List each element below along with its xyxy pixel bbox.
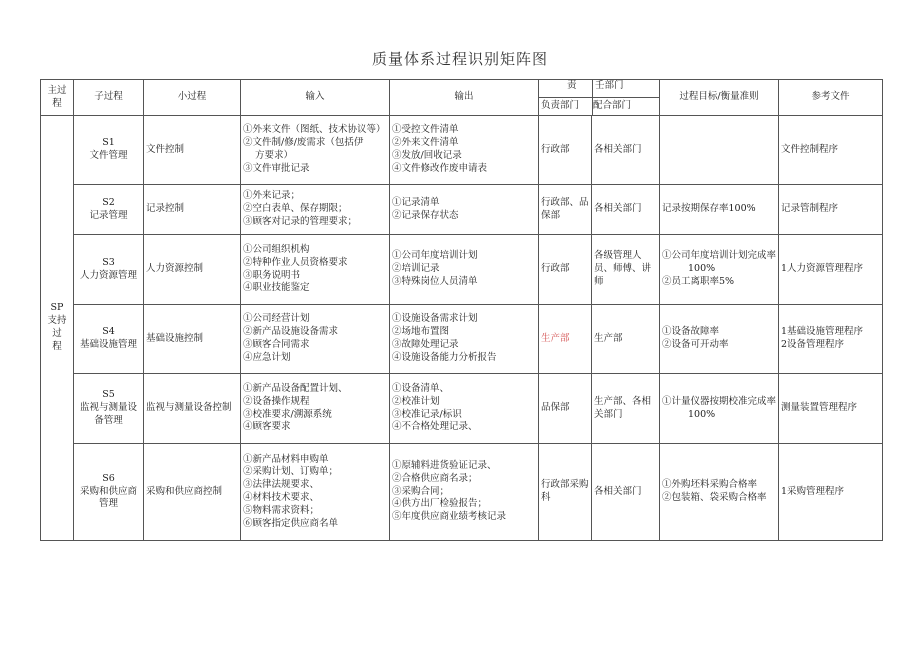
goal-cell <box>660 374 779 444</box>
lead-dept-cell: 生产部 <box>539 305 592 374</box>
input-cell <box>241 305 390 374</box>
sub-process-cell <box>74 305 144 374</box>
reference-cell-line: 文件控制程序 <box>781 143 839 155</box>
output-cell-line: ①公司年度培训计划 <box>392 250 478 262</box>
output-cell-line: ②合格供应商名录； <box>392 472 478 484</box>
table-row <box>41 116 883 185</box>
input-cell-line: ③法律法规要求、 <box>243 479 320 491</box>
sub-process-name: 监视与测量设备管理 <box>79 402 137 426</box>
goal-cell-line: ①设备故障率 <box>662 326 720 338</box>
output-cell-line: ④文件修改作废申请表 <box>392 162 488 174</box>
goal-cell-line: ①计量仪器按期校准完成率 <box>662 395 777 407</box>
output-cell-line: ③特殊岗位人员清单 <box>392 275 478 287</box>
sub-process-name: 记录管理 <box>89 209 128 221</box>
sub-process-name: 人力资源管理 <box>79 269 137 281</box>
output-cell-line: ③采购合同； <box>392 485 450 497</box>
sub-process-cell <box>74 185 144 235</box>
small-process-cell: 人力资源控制 <box>144 235 241 305</box>
header-small-process: 小过程 <box>144 80 241 116</box>
main-process-code: SP <box>50 302 64 314</box>
sub-process-code: S4 <box>102 326 115 338</box>
input-cell <box>241 116 390 185</box>
support-dept-cell: 生产部 <box>592 305 660 374</box>
output-cell-line: ①设施设备需求计划 <box>392 313 478 325</box>
output-cell-line: ③发放/回收记录 <box>392 150 462 161</box>
sub-process-name: 采购和供应商管理 <box>79 485 137 510</box>
input-cell <box>241 374 390 444</box>
output-cell-line: ④供方出厂检验报告； <box>392 498 488 510</box>
output-cell-line: ②外来文件清单 <box>392 137 459 149</box>
reference-cell <box>779 374 883 444</box>
reference-cell <box>779 116 883 185</box>
input-cell <box>241 444 390 541</box>
goal-cell <box>660 444 779 541</box>
input-cell-line: ①新产品设备配置计划、 <box>243 382 348 394</box>
output-cell-line: ①记录清单 <box>392 196 440 208</box>
goal-cell-line: 100% <box>688 408 716 420</box>
input-cell-line: ②采购计划、订购单； <box>243 466 339 478</box>
output-cell-line: ①受控文件清单 <box>392 124 459 136</box>
input-cell-line: ③文件审批记录 <box>243 162 310 174</box>
lead-dept-cell: 行政部、品保部 <box>539 185 592 235</box>
input-cell-line: ①外来文件（图纸、技术协议等） <box>243 124 386 136</box>
main-process-cell <box>41 116 74 541</box>
goal-cell <box>660 116 779 185</box>
sub-process-cell <box>74 444 144 541</box>
header-input: 输入 <box>241 80 390 116</box>
sub-process-code: S5 <box>102 389 115 401</box>
input-cell <box>241 185 390 235</box>
sub-process-name: 基础设施管理 <box>79 339 137 350</box>
header-reference: 参考文件 <box>779 80 883 116</box>
output-cell <box>390 374 539 444</box>
table-row <box>41 374 883 444</box>
goal-cell-line: ②员工离职率5% <box>662 275 735 287</box>
goal-cell-line: ①公司年度培训计划完成率 <box>662 250 777 262</box>
input-cell-line: ④材料技术要求、 <box>243 492 320 503</box>
lead-dept-cell: 行政部采购科 <box>539 444 592 541</box>
output-cell <box>390 235 539 305</box>
input-cell-line: ②特种作业人员资格要求 <box>243 256 348 268</box>
lead-dept-cell: 品保部 <box>539 374 592 444</box>
main-process-name-1: 支持过 <box>47 315 67 339</box>
input-cell-line: ③职务说明书 <box>243 269 301 281</box>
output-cell-line: ②培训记录 <box>392 263 440 275</box>
header-row <box>41 80 883 116</box>
header-goal: 过程目标/衡量准则 <box>660 80 779 116</box>
input-cell-line: ③校准要求/溯源系统 <box>243 408 332 420</box>
small-process-cell: 基础设施控制 <box>144 305 241 374</box>
input-cell-line: ③顾客对记录的管理要求； <box>243 215 358 227</box>
goal-cell-line: ②设备可开动率 <box>662 339 729 350</box>
goal-cell <box>660 235 779 305</box>
input-cell-line: ②新产品设施设备需求 <box>243 326 339 338</box>
main-process-name-2: 程 <box>52 340 62 352</box>
header-support-dept: 配合部门 <box>593 100 632 111</box>
output-cell-line: ③故障处理记录 <box>392 339 459 350</box>
goal-cell-line: ①外购坯料采购合格率 <box>662 479 758 491</box>
sub-process-code: S6 <box>102 472 115 484</box>
input-cell-line: ②空白表单、保存期限； <box>243 203 348 215</box>
header-sub-process: 子过程 <box>74 80 144 116</box>
header-lead-dept: 负责部门 <box>541 100 580 111</box>
reference-cell-line: 1基础设施管理程序 <box>781 326 864 338</box>
sub-process-code: S2 <box>102 196 115 208</box>
sub-process-code: S1 <box>102 137 115 149</box>
support-dept-cell: 各级管理人员、师傅、讲师 <box>592 235 660 305</box>
output-cell-line: ①原辅料进货验证记录、 <box>392 459 497 471</box>
goal-cell-line: 记录按期保存率100% <box>662 203 756 215</box>
output-cell-line: ②校准计划 <box>392 395 440 407</box>
output-cell <box>390 444 539 541</box>
header-output: 输出 <box>390 80 539 116</box>
header-main-process: 主过程 <box>41 80 74 116</box>
output-cell <box>390 116 539 185</box>
sub-process-cell <box>74 116 144 185</box>
input-cell-line: ④职业技能鉴定 <box>243 282 310 294</box>
reference-cell-line: 2设备管理程序 <box>781 339 845 350</box>
input-cell-line: ①公司经营计划 <box>243 313 310 325</box>
goal-cell <box>660 305 779 374</box>
reference-cell-line: 测量装置管理程序 <box>781 402 858 414</box>
table-row <box>41 444 883 541</box>
reference-cell-line: 记录管制程序 <box>781 203 839 215</box>
process-matrix-table <box>40 79 883 541</box>
document-title: 质量体系过程识别矩阵图 <box>371 50 548 68</box>
input-cell <box>241 235 390 305</box>
small-process-cell: 记录控制 <box>144 185 241 235</box>
sub-process-code: S3 <box>102 256 115 268</box>
output-cell <box>390 305 539 374</box>
goal-cell-line: ②包装箱、袋采购合格率 <box>662 492 767 503</box>
input-cell-line: 方要求） <box>255 150 294 161</box>
goal-cell <box>660 185 779 235</box>
header-resp-top-left: 责 <box>567 80 577 91</box>
table-row <box>41 305 883 374</box>
reference-cell <box>779 305 883 374</box>
table-row <box>41 235 883 305</box>
support-dept-cell: 各相关部门 <box>592 444 660 541</box>
input-cell-line: ④应急计划 <box>243 351 291 363</box>
output-cell-line: ⑤年度供应商业绩考核记录 <box>392 511 507 523</box>
input-cell-line: ①外来记录； <box>243 190 301 202</box>
input-cell-line: ⑤物料需求资料； <box>243 504 320 516</box>
output-cell <box>390 185 539 235</box>
input-cell-line: ②文件制/修/废需求（包括伊 <box>243 137 364 149</box>
reference-cell-line: 1采购管理程序 <box>781 485 845 497</box>
input-cell-line: ①公司组织机构 <box>243 243 310 255</box>
output-cell-line: ④不合格处理记录、 <box>392 421 478 433</box>
output-cell-line: ①设备清单、 <box>392 382 450 394</box>
small-process-cell: 采购和供应商控制 <box>144 444 241 541</box>
output-cell-line: ②场地布置图 <box>392 326 450 338</box>
support-dept-cell: 各相关部门 <box>592 185 660 235</box>
output-cell-line: ③校准记录/标识 <box>392 408 462 420</box>
sub-process-cell <box>74 235 144 305</box>
support-dept-cell: 生产部、各相关部门 <box>592 374 660 444</box>
lead-dept-cell: 行政部 <box>539 235 592 305</box>
table-row <box>41 185 883 235</box>
lead-dept-cell: 行政部 <box>539 116 592 185</box>
output-cell-line: ④设施设备能力分析报告 <box>392 351 497 363</box>
input-cell-line: ③顾客合同需求 <box>243 339 310 350</box>
reference-cell <box>779 235 883 305</box>
reference-cell <box>779 185 883 235</box>
small-process-cell: 文件控制 <box>144 116 241 185</box>
input-cell-line: ④顾客要求 <box>243 421 291 433</box>
support-dept-cell: 各相关部门 <box>592 116 660 185</box>
header-responsible-dept <box>539 80 660 116</box>
goal-cell-line: 100% <box>688 263 716 275</box>
reference-cell-line: 1人力资源管理程序 <box>781 263 864 275</box>
sub-process-name: 文件管理 <box>89 150 128 161</box>
sub-process-cell <box>74 374 144 444</box>
input-cell-line: ①新产品材料申购单 <box>243 453 329 465</box>
input-cell-line: ②设备操作规程 <box>243 395 310 407</box>
small-process-cell: 监视与测量设备控制 <box>144 374 241 444</box>
input-cell-line: ⑥顾客指定供应商名单 <box>243 517 339 529</box>
reference-cell <box>779 444 883 541</box>
output-cell-line: ②记录保存状态 <box>392 209 459 221</box>
header-resp-top-right: 壬部门 <box>595 80 624 91</box>
